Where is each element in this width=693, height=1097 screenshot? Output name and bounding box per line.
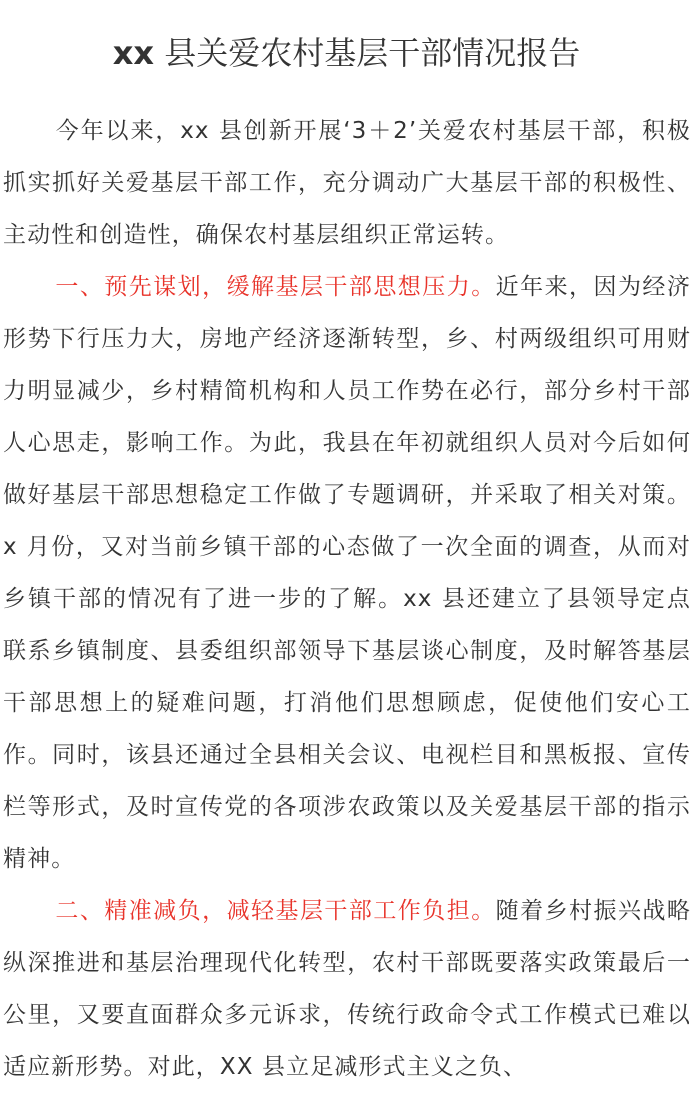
paragraph-body: 今年以来，xx 县创新开展‘3＋2’关爱农村基层干部，积极抓实抓好关爱基层干部工作，充分调动广大基层干部的积极性、主动性和创造性，确保农村基层组织正常运转。 xyxy=(3,118,691,248)
paragraph-body: 近年来，因为经济形势下行压力大，房地产经济逐渐转型，乡、村两级组织可用财力明显减少，乡村精简机构和人员工作势在必行，部分乡村干部人心思走，影响工作。为此，我县在年初就组织人员对今后如何做好基层干部思想稳定工作做了专题调研，并采取了相关对策。x 月份，又对当前乡镇干部的心态做了一次全面的调查，从而对乡镇干部的情况有了进一步的了解。xx 县还建立了县领导定点联系乡镇制度、县委组织部领导下基层谈心制度，及时解答基层干部思想上的疑难问题，打消他们思想顾虑，促使他们安心工作。同时，该县还通过全县相关会议、电视栏目和黑板报、宣传栏等形式，及时宣传党的各项涉农政策以及关爱基层干部的指示精神。 xyxy=(3,274,691,872)
document-title xyxy=(0,30,693,76)
title-prefix: xx xyxy=(112,34,155,72)
paragraph-section-2 xyxy=(3,885,691,1093)
section-heading: 二、精准减负，减轻基层干部工作负担。 xyxy=(55,898,496,924)
section-heading: 一、预先谋划，缓解基层干部思想压力。 xyxy=(55,274,496,300)
paragraph-intro xyxy=(3,105,691,261)
paragraph-section-1 xyxy=(3,261,691,885)
paragraph-body: 随着乡村振兴战略纵深推进和基层治理现代化转型，农村干部既要落实政策最后一公里，又要直面群众多元诉求，传统行政命令式工作模式已难以适应新形势。对此，XX 县立足减形式主义之负、 xyxy=(3,898,691,1080)
title-main: 县关爱农村基层干部情况报告 xyxy=(154,34,581,72)
